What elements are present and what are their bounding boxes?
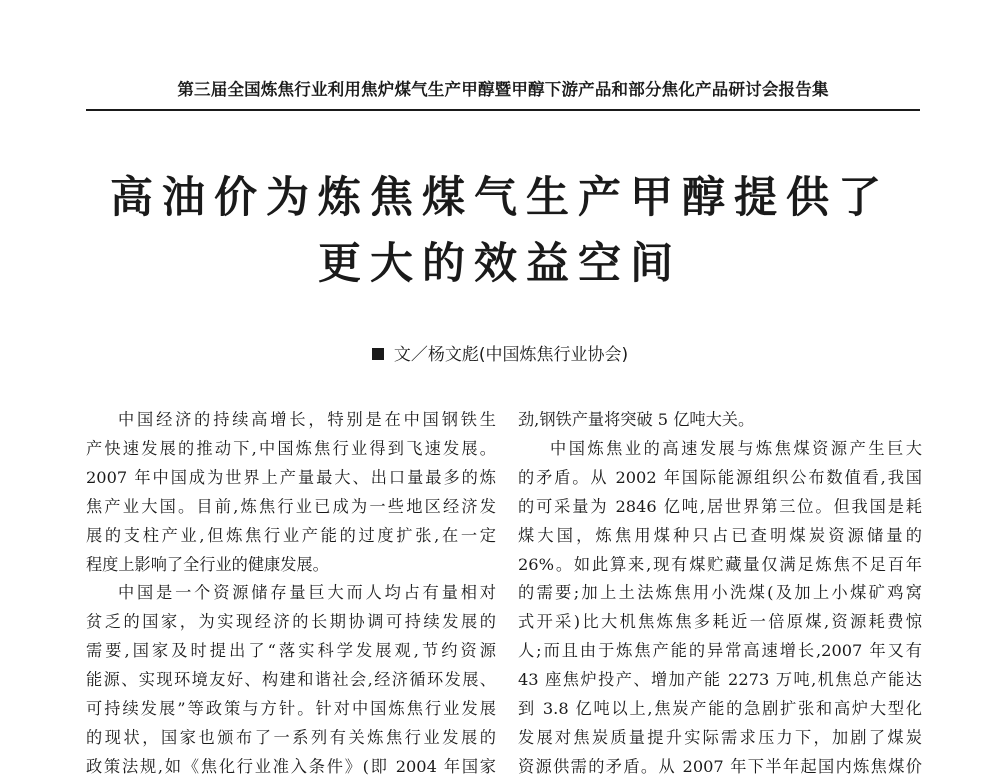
text-line: 的需要;加上土法炼焦用小洗煤(及加上小煤矿鸡窝 <box>518 583 922 603</box>
text-line: 的现状，国家也颁布了一系列有关炼焦行业发展的 <box>86 727 496 747</box>
text-line: 产快速发展的推动下,中国炼焦行业得到飞速发展。 <box>86 438 496 458</box>
text-line: 的可采量为 2846 亿吨,居世界第三位。但我国是耗 <box>518 496 922 516</box>
running-header: 第三届全国炼焦行业利用焦炉煤气生产甲醇暨甲醇下游产品和部分焦化产品研讨会报告集 <box>177 80 829 99</box>
text-line: 可持续发展”等政策与方针。针对中国炼焦行业发展 <box>86 699 496 719</box>
text-line: 到 3.8 亿吨以上,焦炭产能的急剧扩张和高炉大型化 <box>518 699 922 719</box>
text-line: 26%。如此算来,现有煤贮藏量仅满足炼焦不足百年 <box>518 554 922 574</box>
title-line-1: 高油价为炼焦煤气生产甲醇提供了 <box>110 173 890 223</box>
text-line: 焦产业大国。目前,炼焦行业已成为一些地区经济发 <box>86 496 496 516</box>
text-line: 政策法规,如《焦化行业准入条件》(即 2004 年国家 <box>86 756 496 776</box>
header-rule <box>86 109 920 111</box>
text-line: 劲,钢铁产量将突破 5 亿吨大关。 <box>518 410 755 429</box>
title-line-2: 更大的效益空间 <box>318 239 682 289</box>
text-line: 煤大国，炼焦用煤种只占已查明煤炭资源储量的 <box>518 525 922 545</box>
text-line: 需要,国家及时提出了“落实科学发展观,节约资源 <box>86 641 496 661</box>
text-line: 人;而且由于炼焦产能的异常高速增长,2007 年又有 <box>518 641 922 661</box>
text-line: 43 座焦炉投产、增加产能 2273 万吨,机焦总产能达 <box>518 670 922 690</box>
byline <box>100 340 900 365</box>
square-bullet-icon <box>372 348 384 360</box>
article-title <box>100 165 900 297</box>
text-line: 中国是一个资源储存量巨大而人均占有量相对 <box>118 583 496 603</box>
text-line: 能源、实现环境友好、构建和谐社会,经济循环发展、 <box>86 670 496 690</box>
left-column <box>86 406 496 782</box>
text-line: 的矛盾。从 2002 年国际能源组织公布数值看,我国 <box>518 467 922 487</box>
text-line: 中国炼焦业的高速发展与炼焦煤资源产生巨大 <box>550 438 922 458</box>
text-line: 资源供需的矛盾。从 2007 年下半年起国内炼焦煤价 <box>518 756 922 776</box>
byline-text: 文／杨文彪(中国炼焦行业协会) <box>393 345 629 365</box>
text-line: 贫乏的国家，为实现经济的长期协调可持续发展的 <box>86 612 496 632</box>
text-line: 发展对焦炭质量提升实际需求压力下，加剧了煤炭 <box>518 727 922 747</box>
text-line: 程度上影响了全行业的健康发展。 <box>86 554 329 574</box>
text-line: 中国经济的持续高增长，特别是在中国钢铁生 <box>118 410 496 429</box>
right-column <box>518 406 922 782</box>
text-line: 2007 年中国成为世界上产量最大、出口量最多的炼 <box>86 467 496 487</box>
text-line: 式开采)比大机焦炼焦多耗近一倍原煤,资源耗费惊 <box>518 612 922 632</box>
text-line: 展的支柱产业,但炼焦行业产能的过度扩张,在一定 <box>86 525 496 545</box>
